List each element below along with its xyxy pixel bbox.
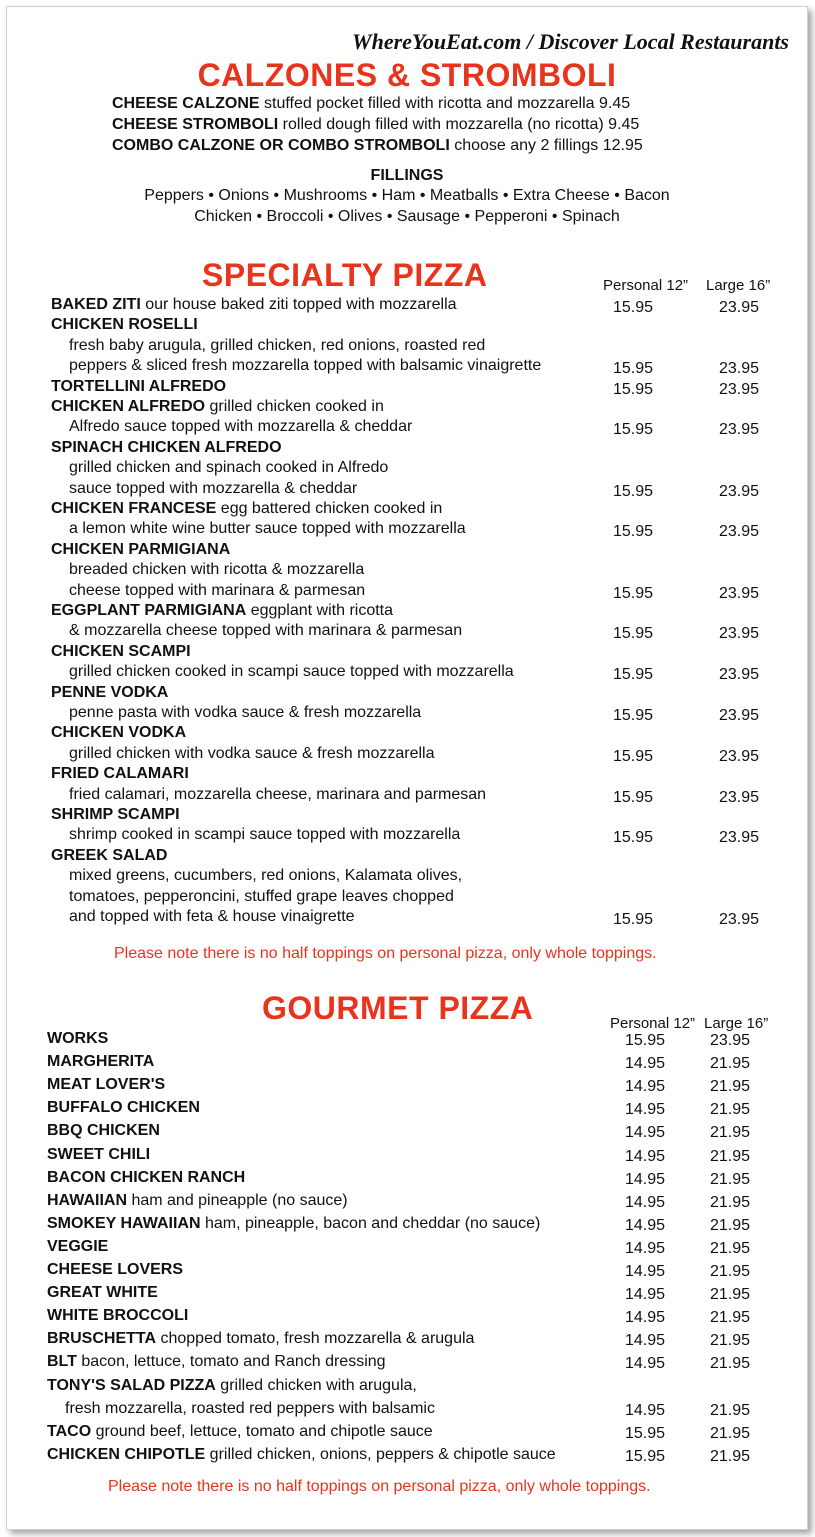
specialty-line [69,786,486,804]
specialty-price-personal: 15.95 [613,829,654,847]
gourmet-item-name: TONY'S SALAD PIZZA [47,1376,216,1394]
specialty-item-desc: grilled chicken with vodka sauce & fresh mozzarella [69,744,435,762]
specialty-line [69,561,364,579]
gourmet-item-name: HAWAIIAN [47,1191,127,1209]
specialty-item-name: PENNE VODKA [51,683,169,701]
gourmet-line [47,1076,165,1094]
specialty-price-large: 23.95 [719,299,760,316]
gourmet-price-large: 23.95 [710,1032,751,1049]
calzone-item [112,95,630,113]
specialty-price-large: 23.95 [719,625,760,643]
specialty-line [51,806,180,824]
specialty-line [51,296,457,314]
specialty-item-desc: eggplant with ricotta [246,602,394,619]
specialty-price-large: 23.95 [719,360,760,378]
gourmet-item-name: VEGGIE [47,1237,109,1255]
gourmet-price-personal: 14.95 [625,1401,666,1419]
gourmet-price-personal: 14.95 [625,1193,666,1211]
calzone-item-name: COMBO CALZONE OR COMBO STROMBOLI [112,137,450,154]
specialty-col-large: Large 16” [706,277,771,294]
gourmet-item-name: CHEESE LOVERS [47,1261,184,1278]
specialty-note: Please note there is no half toppings on personal pizza, only whole toppings. [114,945,657,962]
specialty-line [51,765,189,783]
specialty-col-personal: Personal 12” [603,277,689,294]
gourmet-item-desc: fresh mozzarella, roasted red peppers with balsamic [65,1399,435,1417]
gourmet-price-large: 21.95 [710,1216,751,1234]
calzone-item-desc: rolled dough filled with mozzarella (no ricotta) 9.45 [278,116,640,133]
gourmet-price-large: 21.95 [710,1078,751,1096]
specialty-line [69,480,357,498]
specialty-item-desc: grilled chicken cooked in [205,398,384,415]
specialty-item-desc: fried calamari, mozzarella cheese, marinara and parmesan [69,785,487,803]
specialty-item-desc: penne pasta with vodka sauce & fresh mozzarella [69,704,422,721]
specialty-price-personal: 15.95 [613,625,654,643]
gourmet-line [47,1238,108,1256]
gourmet-item-name: GREAT WHITE [47,1284,158,1302]
gourmet-item-desc: grilled chicken, onions, peppers & chipotle sauce [205,1445,556,1463]
gourmet-price-large: 21.95 [710,1124,751,1142]
gourmet-line [47,1146,150,1164]
specialty-price-large: 23.95 [719,707,760,724]
specialty-price-large: 23.95 [719,380,760,398]
specialty-line [51,316,198,334]
specialty-line [69,520,466,538]
specialty-item-desc: cheese topped with marinara & parmesan [69,581,366,599]
gourmet-item-name: MARGHERITA [47,1053,155,1071]
gourmet-line [47,1053,154,1071]
specialty-price-personal: 15.95 [613,523,654,541]
specialty-item-desc: egg battered chicken cooked in [216,500,443,517]
specialty-line [69,888,454,906]
gourmet-price-personal: 15.95 [625,1447,666,1465]
gourmet-item-name: WHITE BROCCOLI [47,1307,189,1325]
specialty-item-desc: grilled chicken cooked in scampi sauce topped with mozzarella [69,663,514,681]
calzone-item-desc: choose any 2 fillings 12.95 [449,137,643,154]
specialty-line [51,398,384,416]
gourmet-item-desc: ground beef, lettuce, tomato and chipotle sauce [91,1422,433,1440]
gourmet-price-personal: 14.95 [625,1055,666,1073]
specialty-price-personal: 15.95 [613,360,654,378]
specialty-line [69,867,462,885]
gourmet-price-large: 21.95 [710,1355,751,1373]
specialty-item-desc: breaded chicken with ricotta & mozzarella [69,561,365,579]
gourmet-title: GOURMET PIZZA [262,990,534,1026]
gourmet-price-personal: 14.95 [625,1216,666,1234]
specialty-line [51,643,191,661]
calzones-title: CALZONES & STROMBOLI [197,57,617,93]
gourmet-col-personal: Personal 12” [610,1015,696,1032]
gourmet-price-large: 21.95 [710,1101,751,1119]
specialty-price-personal: 15.95 [613,482,654,500]
gourmet-price-personal: 14.95 [625,1355,666,1373]
gourmet-price-large: 21.95 [710,1170,751,1188]
gourmet-line [47,1284,158,1302]
specialty-item-name: CHICKEN FRANCESE [51,500,217,517]
fillings-line-1: Peppers • Onions • Mushrooms • Ham • Meatballs • Extra Cheese • Bacon [144,187,670,204]
specialty-item-desc: tomatoes, pepperoncini, stuffed grape leaves chopped [69,887,454,905]
gourmet-price-personal: 14.95 [625,1078,666,1096]
specialty-item-name: CHICKEN SCAMPI [51,642,191,660]
gourmet-item-name: BACON CHICKEN RANCH [47,1168,246,1186]
gourmet-price-large: 21.95 [710,1263,751,1280]
gourmet-price-large: 21.95 [710,1332,751,1350]
specialty-price-large: 23.95 [719,421,760,439]
gourmet-item-name: BBQ CHICKEN [47,1122,160,1140]
specialty-item-name: BAKED ZITI [51,296,141,313]
specialty-item-desc: our house baked ziti topped with mozzarella [140,296,457,313]
specialty-item-desc: and topped with feta & house vinaigrette [69,908,355,925]
gourmet-line [47,1169,245,1187]
specialty-line [69,357,541,375]
gourmet-price-personal: 14.95 [625,1147,666,1165]
specialty-price-large: 23.95 [719,523,760,541]
specialty-line [69,337,485,355]
gourmet-price-large: 21.95 [710,1147,751,1165]
specialty-item-name: CHICKEN ROSELLI [51,316,198,334]
gourmet-item-name: CHICKEN CHIPOTLE [47,1445,206,1463]
gourmet-line [47,1261,183,1279]
specialty-line [69,663,514,681]
specialty-item-name: CHICKEN ALFREDO [51,398,206,415]
specialty-price-personal: 15.95 [613,747,654,765]
gourmet-price-large: 21.95 [710,1055,751,1073]
specialty-price-personal: 15.95 [613,788,654,806]
specialty-line [51,541,230,559]
calzone-item-name: CHEESE STROMBOLI [112,116,279,133]
specialty-item-name: SHRIMP SCAMPI [51,806,180,823]
specialty-item-desc: shrimp cooked in scampi sauce topped with mozzarella [69,826,461,844]
gourmet-line [47,1330,474,1348]
specialty-line [51,724,186,742]
specialty-price-personal: 15.95 [613,707,654,724]
specialty-line [69,908,355,926]
gourmet-price-personal: 15.95 [625,1032,666,1049]
specialty-item-name: FRIED CALAMARI [51,765,189,783]
fillings-line-2: Chicken • Broccoli • Olives • Sausage • Pepperoni • Spinach [194,208,620,225]
specialty-line [69,745,435,763]
gourmet-price-large: 21.95 [710,1424,751,1442]
specialty-item-name: TORTELLINI ALFREDO [51,377,227,395]
gourmet-line [47,1446,556,1464]
specialty-item-name: CHICKEN VODKA [51,724,187,742]
calzone-item-name: CHEESE CALZONE [112,95,260,112]
specialty-line [69,704,421,722]
specialty-line [51,439,282,457]
gourmet-price-personal: 14.95 [625,1286,666,1304]
gourmet-item-name: TACO [47,1422,92,1440]
watermark-text: WhereYouEat.com / Discover Local Restaurants [352,29,789,54]
gourmet-line [47,1099,200,1117]
gourmet-item-desc: ham, pineapple, bacon and cheddar (no sauce) [200,1214,541,1232]
gourmet-price-large: 21.95 [710,1193,751,1211]
gourmet-line [47,1215,540,1233]
specialty-item-desc: sauce topped with mozzarella & cheddar [69,479,358,497]
gourmet-line [47,1030,108,1048]
fillings-title: FILLINGS [370,167,444,184]
gourmet-price-personal: 14.95 [625,1101,666,1119]
gourmet-line [47,1377,417,1395]
specialty-line [69,826,460,844]
specialty-price-large: 23.95 [719,747,760,765]
gourmet-item-name: BRUSCHETTA [47,1330,157,1348]
gourmet-price-large: 21.95 [710,1309,751,1327]
specialty-line [51,500,442,518]
gourmet-line [47,1192,348,1210]
specialty-line [69,622,462,640]
specialty-item-desc: & mozzarella cheese topped with marinara & parmesan [69,622,463,640]
gourmet-item-desc: ham and pineapple (no sauce) [127,1191,348,1209]
specialty-line [51,378,226,396]
gourmet-item-desc: bacon, lettuce, tomato and Ranch dressing [76,1353,386,1371]
specialty-item-desc: a lemon white wine butter sauce topped with mozzarella [69,520,466,538]
calzone-item [112,137,643,155]
specialty-price-large: 23.95 [719,829,760,847]
specialty-item-name: EGGPLANT PARMIGIANA [51,602,247,619]
gourmet-line [47,1307,188,1325]
specialty-line [69,582,365,600]
gourmet-price-large: 21.95 [710,1401,751,1419]
menu-page [6,6,808,1530]
gourmet-item-desc: chopped tomato, fresh mozzarella & arugula [156,1330,475,1348]
specialty-price-large: 23.95 [719,666,760,684]
specialty-line [51,684,168,702]
specialty-item-desc: peppers & sliced fresh mozzarella topped with balsamic vinaigrette [69,357,542,375]
gourmet-line [47,1423,433,1441]
specialty-line [69,418,412,436]
gourmet-note: Please note there is no half toppings on personal pizza, only whole toppings. [108,1478,651,1495]
gourmet-price-personal: 15.95 [625,1424,666,1442]
gourmet-line [47,1122,160,1140]
gourmet-price-large: 21.95 [710,1286,751,1304]
specialty-price-personal: 15.95 [613,380,654,398]
gourmet-price-large: 21.95 [710,1239,751,1257]
specialty-item-desc: grilled chicken and spinach cooked in Alfredo [69,459,389,477]
gourmet-line [65,1400,435,1418]
gourmet-item-desc: grilled chicken with arugula, [215,1376,417,1394]
gourmet-price-personal: 14.95 [625,1170,666,1188]
specialty-item-name: CHICKEN PARMIGIANA [51,540,231,558]
gourmet-item-name: WORKS [47,1030,109,1047]
calzone-item-desc: stuffed pocket filled with ricotta and mozzarella 9.45 [259,95,631,112]
specialty-price-personal: 15.95 [613,584,654,602]
gourmet-item-name: SMOKEY HAWAIIAN [47,1214,201,1232]
specialty-price-large: 23.95 [719,788,760,806]
specialty-item-desc: Alfredo sauce topped with mozzarella & cheddar [69,418,413,436]
gourmet-line [47,1353,386,1371]
calzone-item [112,116,639,134]
gourmet-item-name: BUFFALO CHICKEN [47,1099,200,1117]
specialty-price-large: 23.95 [719,911,760,928]
specialty-price-large: 23.95 [719,482,760,500]
gourmet-item-name: SWEET CHILI [47,1145,151,1163]
gourmet-price-large: 21.95 [710,1447,751,1465]
specialty-item-desc: fresh baby arugula, grilled chicken, red onions, roasted red [69,336,486,354]
specialty-price-personal: 15.95 [613,911,654,928]
gourmet-price-personal: 14.95 [625,1124,666,1142]
specialty-item-desc: mixed greens, cucumbers, red onions, Kalamata olives, [69,867,463,885]
gourmet-price-personal: 14.95 [625,1239,666,1257]
specialty-line [51,847,167,865]
specialty-item-name: SPINACH CHICKEN ALFREDO [51,438,282,456]
gourmet-item-name: MEAT LOVER'S [47,1076,166,1094]
specialty-title: SPECIALTY PIZZA [202,257,488,293]
gourmet-col-large: Large 16” [704,1015,769,1032]
specialty-price-large: 23.95 [719,584,760,602]
specialty-price-personal: 15.95 [613,421,654,439]
specialty-line [69,459,388,477]
specialty-line [51,602,393,620]
gourmet-price-personal: 14.95 [625,1332,666,1350]
specialty-price-personal: 15.95 [613,666,654,684]
gourmet-item-name: BLT [47,1353,77,1371]
specialty-price-personal: 15.95 [613,299,654,316]
specialty-item-name: GREEK SALAD [51,846,168,864]
gourmet-price-personal: 14.95 [625,1309,666,1327]
gourmet-price-personal: 14.95 [625,1263,666,1280]
